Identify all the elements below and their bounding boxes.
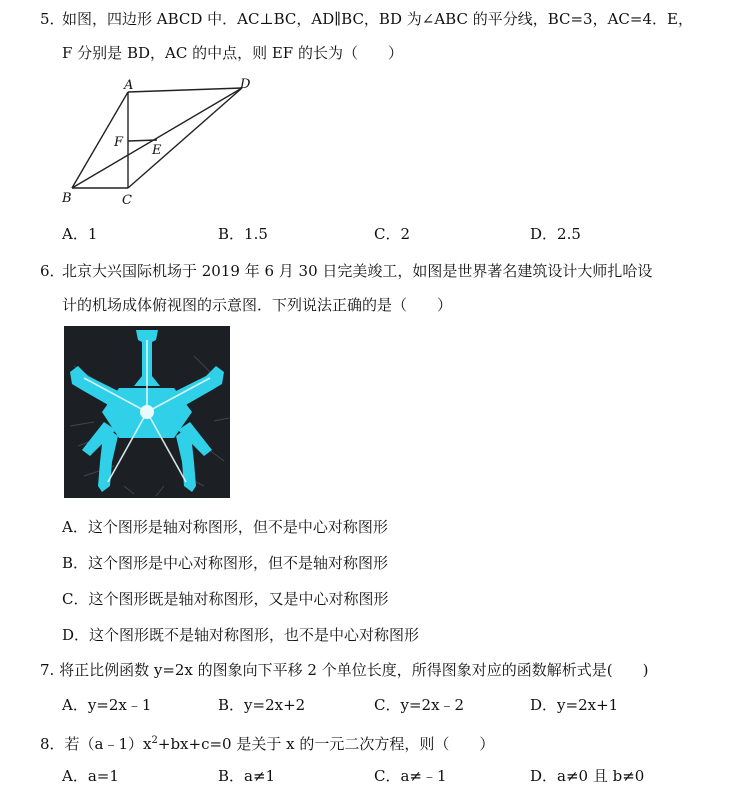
q6-number: 6． — [40, 262, 65, 280]
label-a: A — [124, 78, 134, 93]
segment-cd — [128, 88, 242, 188]
label-c: C — [122, 193, 132, 208]
q8-option-c[interactable]: C．a≠﹣1 — [374, 767, 447, 785]
q6-option-b[interactable]: B．这个图形是中心对称图形，但不是轴对称图形 — [62, 554, 389, 572]
terminal-center — [140, 405, 154, 419]
q7-option-a[interactable]: A．y=2x﹣1 — [62, 696, 152, 714]
q6-stem-line1: 北京大兴国际机场于 2019 年 6 月 30 日完美竣工，如图是世界著名建筑设计大师扎哈设 — [62, 262, 653, 280]
segment-ef — [128, 140, 157, 141]
label-d: D — [240, 78, 251, 92]
q5-option-a[interactable]: A．1 — [62, 225, 98, 243]
q6-option-c[interactable]: C．这个图形既是轴对称图形，又是中心对称图形 — [62, 590, 389, 608]
segment-bd — [72, 88, 242, 188]
q5-number: 5． — [40, 10, 65, 28]
q7-option-d[interactable]: D．y=2x+1 — [530, 696, 619, 714]
q8-option-d[interactable]: D．a≠0 且 b≠0 — [530, 767, 645, 785]
q8-stem-exponent: 2 — [151, 735, 158, 746]
label-b: B — [62, 191, 72, 206]
airport-aerial-photo — [64, 326, 230, 498]
q5-geometry-figure — [56, 78, 266, 208]
q7-stem: 7. 将正比例函数 y=2x 的图象向下平移 2 个单位长度，所得图象对应的函数解析式是( ) — [40, 661, 649, 679]
segment-ad — [128, 88, 242, 92]
q5-stem-line2: F 分别是 BD，AC 的中点，则 EF 的长为（ ） — [62, 44, 403, 62]
q8-option-a[interactable]: A．a=1 — [62, 767, 119, 785]
label-e: E — [152, 143, 162, 158]
q8-option-b[interactable]: B．a≠1 — [218, 767, 276, 785]
q5-option-b[interactable]: B．1.5 — [218, 225, 268, 243]
q5-option-d[interactable]: D．2.5 — [530, 225, 581, 243]
q7-option-b[interactable]: B．y=2x+2 — [218, 696, 306, 714]
q5-stem-line1: 如图，四边形 ABCD 中．AC⊥BC，AD∥BC，BD 为∠ABC 的平分线，BC=3，AC=4．E， — [62, 10, 693, 28]
q6-option-a[interactable]: A．这个图形是轴对称图形，但不是中心对称图形 — [62, 518, 388, 536]
q8-stem-prefix: 8．若（a﹣1）x — [40, 735, 152, 753]
q8-stem-suffix: +bx+c=0 是关于 x 的一元二次方程，则（ ） — [157, 735, 495, 753]
q7-option-c[interactable]: C．y=2x﹣2 — [374, 696, 465, 714]
label-f: F — [114, 135, 124, 150]
q6-stem-line2: 计的机场成体俯视图的示意图．下列说法正确的是（ ） — [62, 296, 453, 314]
q8-stem — [40, 730, 494, 755]
q5-option-c[interactable]: C．2 — [374, 225, 411, 243]
q6-option-d[interactable]: D．这个图形既不是轴对称图形，也不是中心对称图形 — [62, 626, 420, 644]
